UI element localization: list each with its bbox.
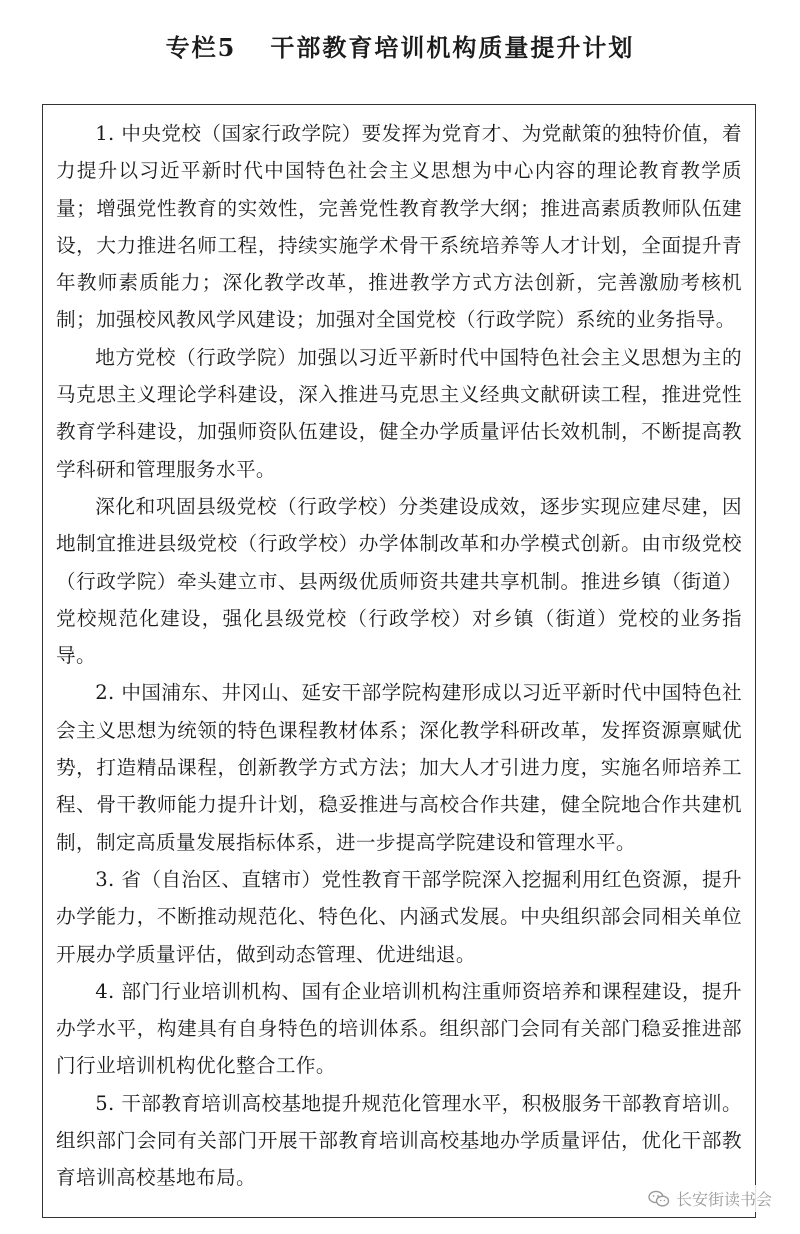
paragraph-7: 5. 干部教育培训高校基地提升规范化管理水平，积极服务干部教育培训。组织部门会同有关部门开展干部教育培训高校基地办学质量评估，优化干部教育培训高校基地布局。 — [56, 1091, 742, 1190]
page-title — [0, 28, 800, 63]
watermark — [644, 1185, 776, 1212]
paragraph-5: 3. 省（自治区、直辖市）党性教育干部学院深入挖掘利用红色资源，提升办学能力，不断推动规范化、特色化、内涵式发展。中央组织部会同相关单位开展办学质量评估，做到动态管理、优进绌退。 — [56, 867, 742, 966]
paragraph-6: 4. 部门行业培训机构、国有企业培训机构注重师资培养和课程建设，提升办学水平，构建具有自身特色的培训体系。组织部门会同有关部门稳妥推进部门行业培训机构优化整合工作。 — [56, 979, 742, 1078]
paragraph-2: 地方党校（行政学院）加强以习近平新时代中国特色社会主义思想为主的马克思主义理论学科建设，深入推进马克思主义经典文献研读工程，推进党性教育学科建设，加强师资队伍建设，健全办学质量评估长效机制，不断提高教学科研和管理服务水平。 — [56, 345, 742, 481]
paragraph-3: 深化和巩固县级党校（行政学校）分类建设成效，逐步实现应建尽建，因地制宜推进县级党校（行政学校）办学体制改革和办学模式创新。由市级党校（行政学院）牵头建立市、县两级优质师资共建共享机制。推进乡镇（街道）党校规范化建设，强化县级党校（行政学校）对乡镇（街道）党校的业务指导。 — [56, 494, 742, 668]
paragraph-4: 2. 中国浦东、井冈山、延安干部学院构建形成以习近平新时代中国特色社会主义思想为统领的特色课程教材体系；深化教学科研改革，发挥资源禀赋优势，打造精品课程，创新教学方式方法；加大人才引进力度，实施名师培养工程、骨干教师能力提升计划，稳妥推进与高校合作共建，健全院地合作共建机制，制定高质量发展指标体系，进一步提高学院建设和管理水平。 — [56, 681, 742, 854]
content-box — [42, 104, 756, 1218]
paragraph-1: 1. 中央党校（国家行政学院）要发挥为党育才、为党献策的独特价值，着力提升以习近平新时代中国特色社会主义思想为中心内容的理论教育教学质量；增强党性教育的实效性，完善党性教育教学大纲；推进高素质教师队伍建设，大力推进名师工程，持续实施学术骨干系统培养等人才计划，全面提升青年教师素质能力；深化教学改革，推进教学方式方法创新，完善激励考核机制；加强校风教风学风建设；加强对全国党校（行政学院）系统的业务指导。 — [56, 122, 742, 332]
column-label: 专栏5 — [165, 33, 237, 62]
watermark-text: 长安街读书会 — [675, 1190, 772, 1209]
title-text: 干部教育培训机构质量提升计划 — [270, 33, 635, 62]
wechat-icon — [648, 1190, 670, 1208]
